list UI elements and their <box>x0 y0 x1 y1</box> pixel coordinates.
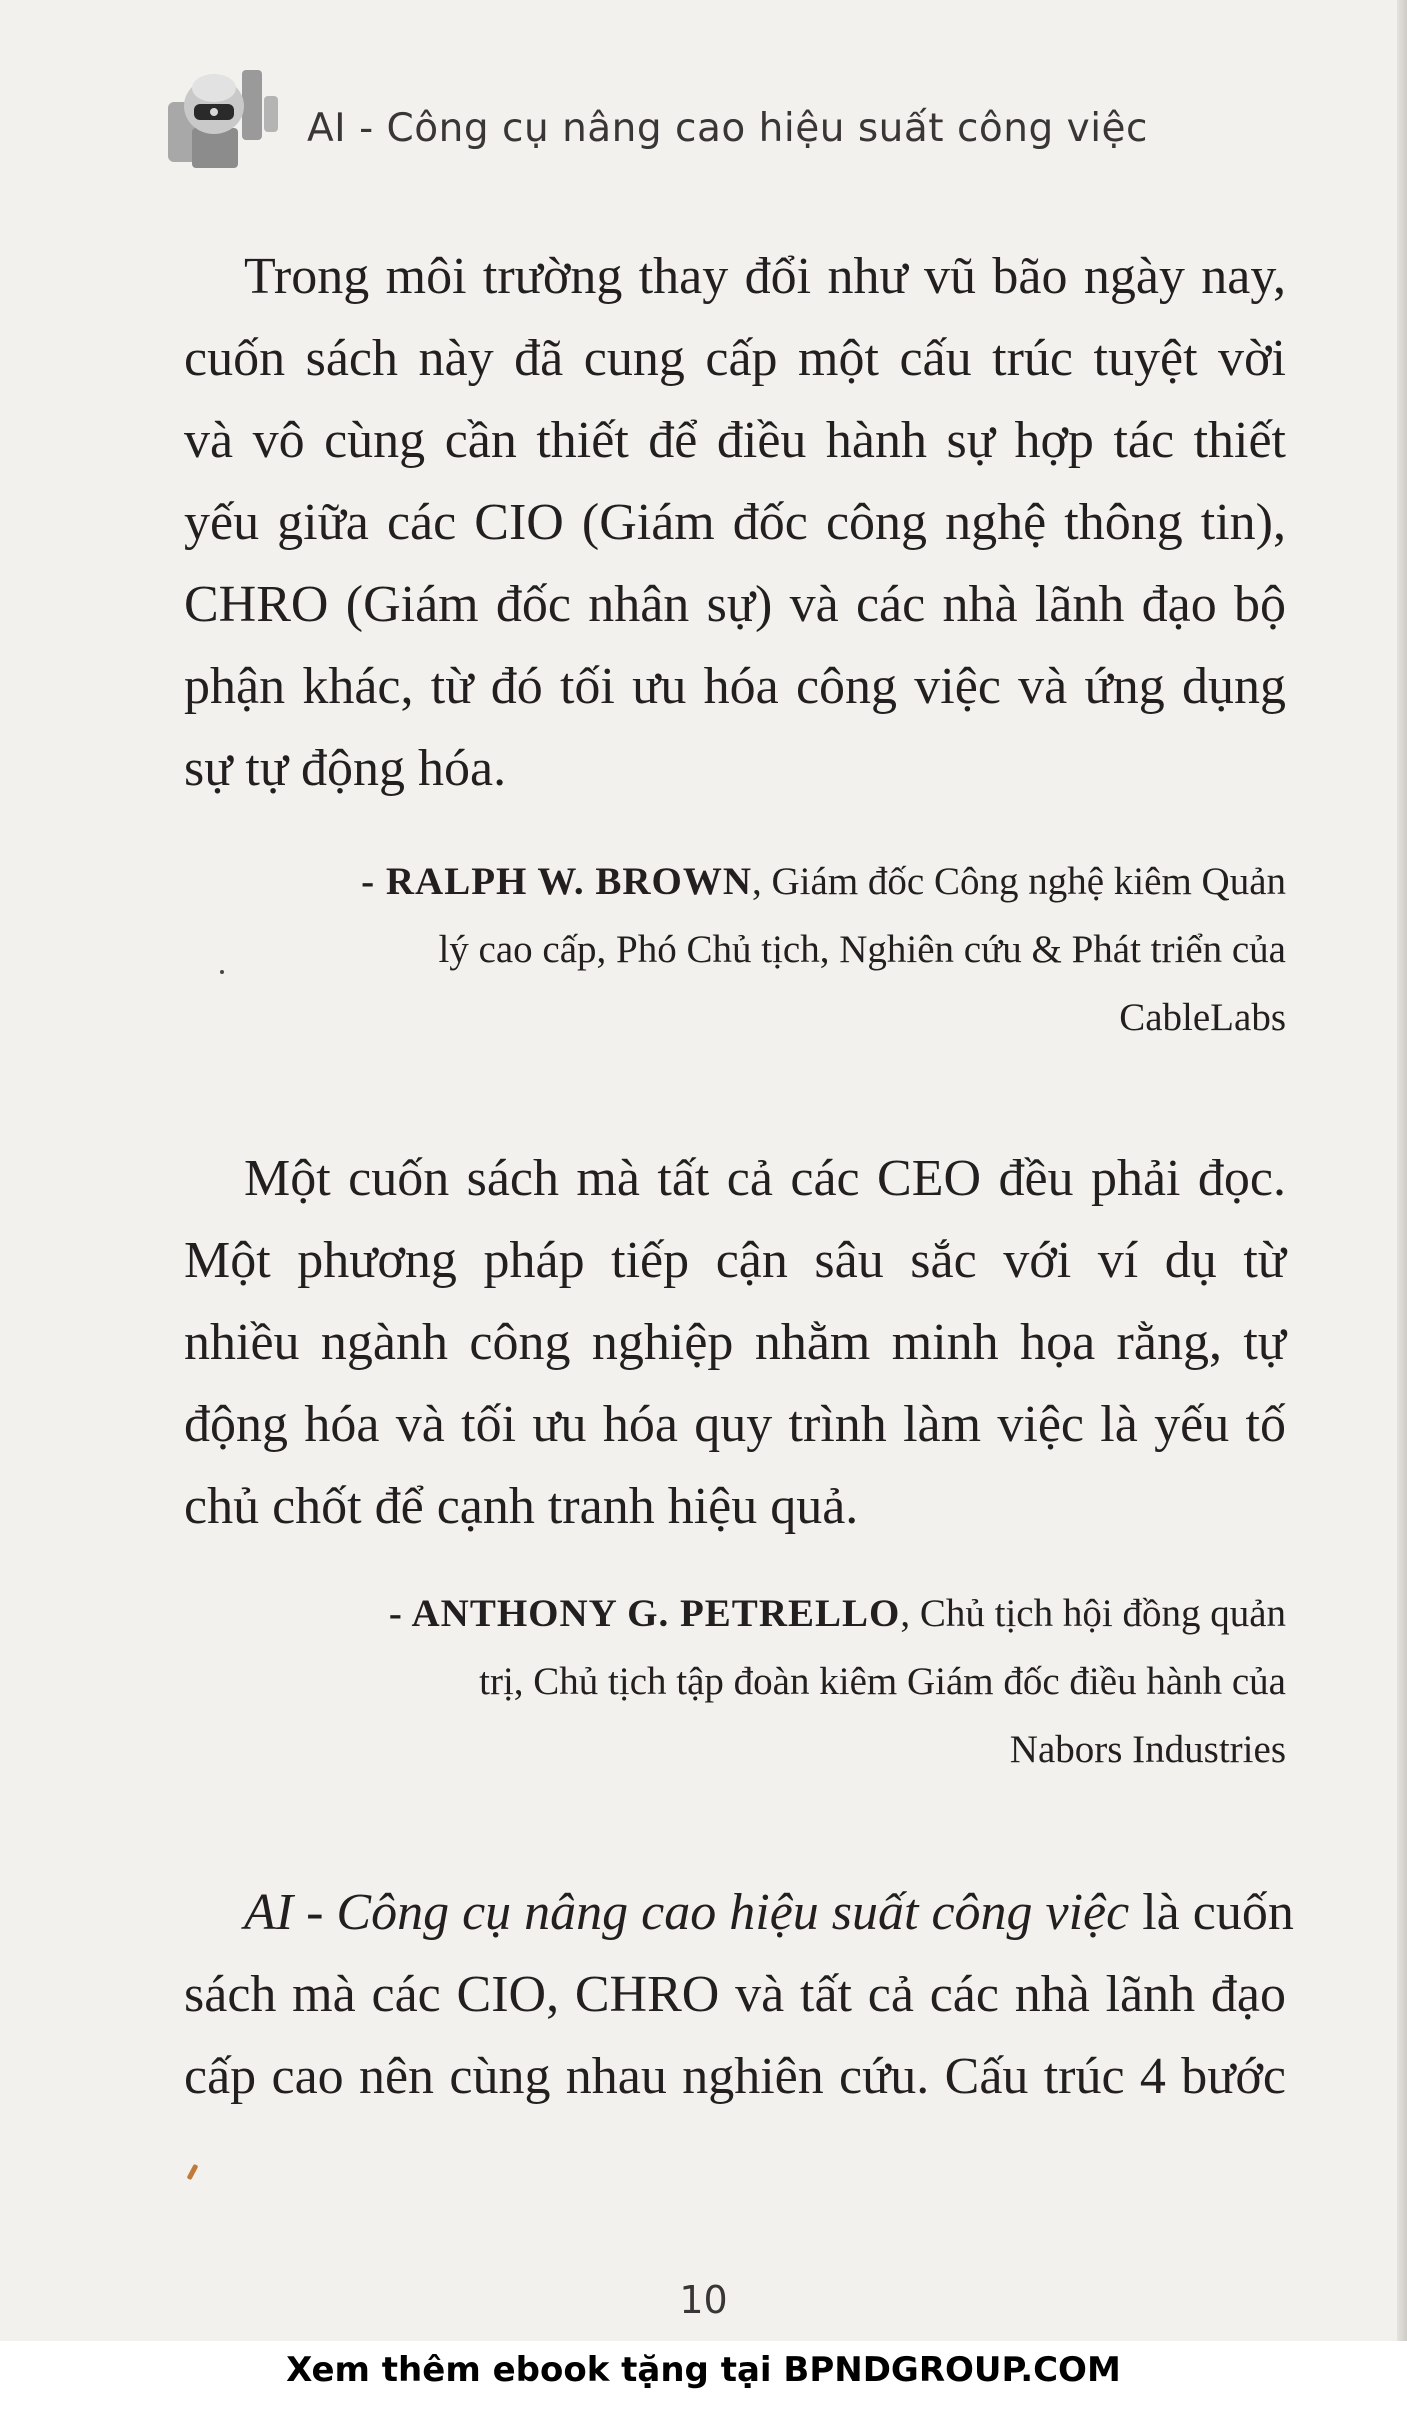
quote-line: CHRO (Giám đốc nhân sự) và các nhà lãnh đạo bộ <box>184 576 1286 633</box>
quote-2-text <box>184 1138 1286 1548</box>
quote-line: động hóa và tối ưu hóa quy trình làm việc là yếu tố <box>184 1396 1286 1453</box>
running-header <box>168 66 1168 171</box>
attribution-name: - ANTHONY G. PETRELLO <box>388 1592 901 1635</box>
quote-line: và vô cùng cần thiết để điều hành sự hợp tác thiết <box>184 412 1286 469</box>
closing-line: sách mà các CIO, CHRO và tất cả các nhà lãnh đạo <box>184 1966 1286 2023</box>
book-title: AI - Công cụ nâng cao hiệu suất công việc <box>244 1884 1130 1941</box>
closing-text: là cuốn <box>1129 1884 1294 1941</box>
attribution-line: CableLabs <box>1119 996 1286 1039</box>
running-title: AI - Công cụ nâng cao hiệu suất công việc <box>307 106 1148 151</box>
quote-line: yếu giữa các CIO (Giám đốc công nghệ thông tin), <box>184 494 1286 551</box>
quote-2-attribution <box>230 1580 1286 1784</box>
attribution-name: - RALPH W. BROWN <box>361 860 753 903</box>
quote-line: Một cuốn sách mà tất cả các CEO đều phải đọc. <box>244 1150 1286 1207</box>
attribution-title: , Giám đốc Công nghệ kiêm Quản <box>752 860 1286 903</box>
footer-banner: Xem thêm ebook tặng tại BPNDGROUP.COM <box>0 2341 1407 2409</box>
quote-line: nhiều ngành công nghiệp nhằm minh họa rằng, tự <box>184 1314 1286 1371</box>
robot-icon <box>168 66 284 171</box>
print-mark <box>187 2164 199 2180</box>
attribution-line: trị, Chủ tịch tập đoàn kiêm Giám đốc điều hành của <box>479 1660 1286 1703</box>
quote-1-attribution <box>230 848 1286 1052</box>
attribution-line: lý cao cấp, Phó Chủ tịch, Nghiên cứu & Phát triển của <box>438 928 1286 971</box>
quote-line: phận khác, từ đó tối ưu hóa công việc và ứng dụng <box>184 658 1286 715</box>
quote-line: sự tự động hóa. <box>184 740 507 797</box>
attribution-line: Nabors Industries <box>1009 1728 1286 1771</box>
page-number: 10 <box>679 2278 728 2322</box>
page-edge <box>1397 0 1407 2409</box>
quote-1-text <box>184 236 1286 810</box>
quote-line: Một phương pháp tiếp cận sâu sắc với ví dụ từ <box>184 1232 1286 1289</box>
closing-paragraph <box>184 1872 1294 2118</box>
quote-line: chủ chốt để cạnh tranh hiệu quả. <box>184 1478 859 1535</box>
quote-line: cuốn sách này đã cung cấp một cấu trúc tuyệt vời <box>184 330 1286 387</box>
attribution-title: , Chủ tịch hội đồng quản <box>900 1592 1286 1635</box>
closing-line: cấp cao nên cùng nhau nghiên cứu. Cấu trúc 4 bước <box>184 2048 1286 2105</box>
print-speck <box>220 970 224 974</box>
quote-line: Trong môi trường thay đổi như vũ bão ngày nay, <box>244 248 1286 305</box>
